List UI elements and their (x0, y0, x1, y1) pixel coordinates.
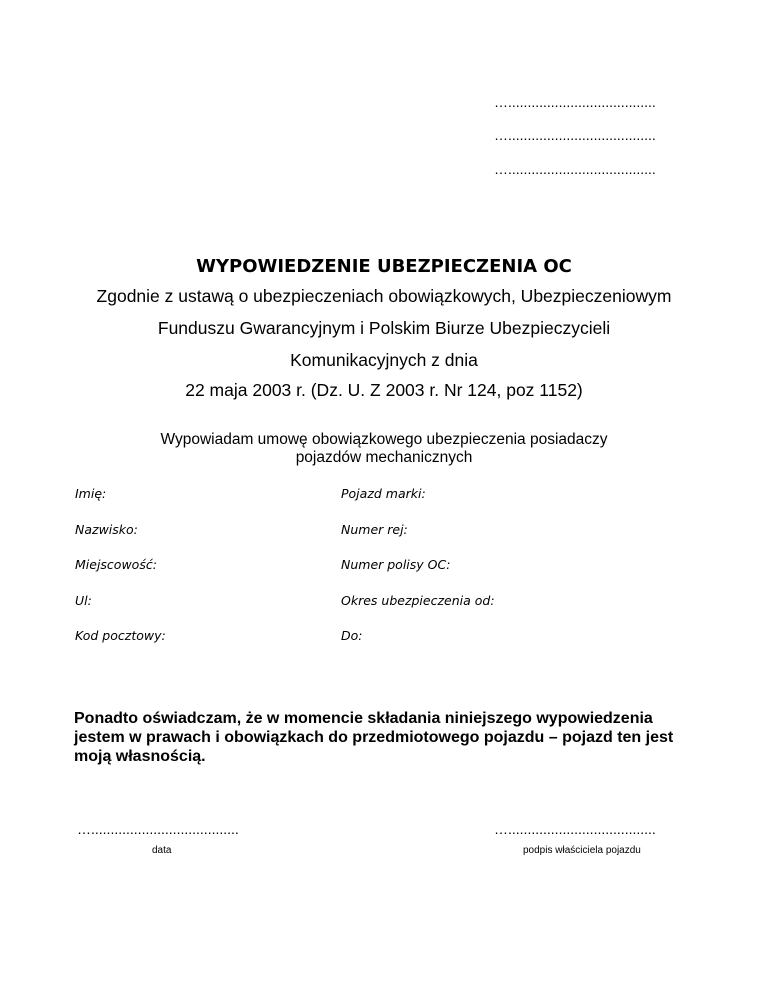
termination-intro-line-2: pojazdów mechanicznych (295, 449, 473, 466)
field-city: Miejscowość: (75, 557, 157, 572)
legal-basis-line-2: Funduszu Gwarancyjnym i Polskim Biurze Ubezpieczycieli (157, 318, 611, 338)
termination-intro-line-1: Wypowiadam umowę obowiązkowego ubezpieczenia posiadaczy (160, 431, 608, 448)
field-street: Ul: (75, 593, 92, 608)
date-line: …...................................... (77, 821, 239, 837)
field-postal-code: Kod pocztowy: (75, 628, 166, 643)
legal-basis-line-1: Zgodnie z ustawą o ubezpieczeniach obowiązkowych, Ubezpieczeniowym (96, 286, 672, 306)
legal-basis-line-3: Komunikacyjnych z dnia (290, 350, 478, 370)
header-placeholder-line-1: …...................................... (494, 94, 656, 110)
header-placeholder-line-3: …...................................... (494, 161, 656, 177)
field-first-name: Imię: (75, 486, 107, 501)
field-registration-number: Numer rej: (341, 522, 408, 537)
field-vehicle-make: Pojazd marki: (341, 486, 426, 501)
ownership-declaration: Ponadto oświadczam, że w momencie składania niniejszego wypowiedzenia jestem w prawach i obowiązkach do przedmiotowego pojazdu – pojazd ten jest moją własnością. (74, 710, 674, 765)
field-insurance-period-from: Okres ubezpieczenia od: (341, 593, 495, 608)
signature-label: podpis właściciela pojazdu (523, 845, 641, 856)
document-title: WYPOWIEDZENIE UBEZPIECZENIA OC (196, 256, 572, 277)
legal-basis-line-4: 22 maja 2003 r. (Dz. U. Z 2003 r. Nr 124, poz 1152) (185, 380, 583, 400)
field-last-name: Nazwisko: (75, 522, 138, 537)
signature-line: …...................................... (494, 821, 656, 837)
field-insurance-period-to: Do: (341, 628, 363, 643)
field-policy-number: Numer polisy OC: (341, 557, 451, 572)
termination-intro (100, 431, 668, 467)
header-placeholder-line-2: …...................................... (494, 127, 656, 143)
date-label: data (152, 845, 172, 856)
